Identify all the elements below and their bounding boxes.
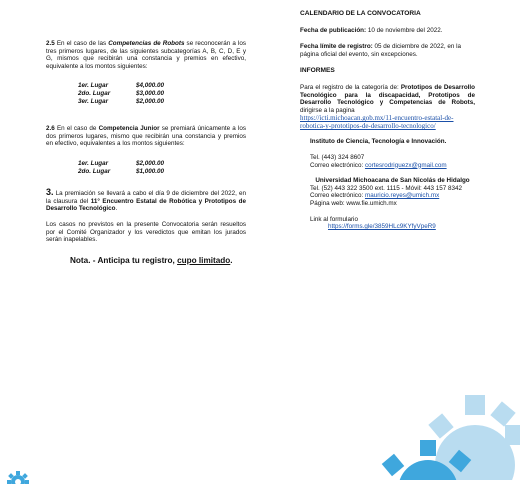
section-number: 2.6 xyxy=(46,125,55,133)
prize-place: 2do. Lugar xyxy=(78,89,111,97)
registration-deadline xyxy=(300,43,475,58)
prize-place: 1er. Lugar xyxy=(78,159,109,167)
email-line xyxy=(310,162,475,170)
gear-icon xyxy=(6,470,36,484)
phone: Tel. (443) 324 8607 xyxy=(310,153,365,161)
email-label: Correo electrónico: xyxy=(310,161,365,169)
emphasis-junior: Competencia Junior xyxy=(98,125,160,133)
email-label: Correo electrónico: xyxy=(310,192,365,200)
prize-amount: $3,000.00 xyxy=(136,89,165,97)
prize-place: 1er. Lugar xyxy=(78,82,109,90)
website: Página web: www.fie.umich.mx xyxy=(310,199,397,207)
value: 05 de diciembre de 2022, en la página oficial del evento, sin excepciones. xyxy=(300,43,462,58)
prize-amount: $4,000.00 xyxy=(136,82,165,90)
contact-icti xyxy=(310,138,475,169)
email-link[interactable]: mauricio.reyes@umich.mx xyxy=(364,192,440,200)
text: se premiará únicamente a los dos primeros lugares, mismo que recibirán una constancia y premios en efectivo, equivalentes a los montos siguientes: xyxy=(46,125,247,148)
junior-prize-list xyxy=(78,160,246,175)
institution-name: Instituto de Ciencia, Tecnología e Innovación. xyxy=(310,138,447,146)
prize-amount: $1,000.00 xyxy=(136,167,165,175)
prize-amount: $2,000.00 xyxy=(136,159,165,167)
emphasis-event: 11° Encuentro Estatal de Robótica y Prototipos de Desarrollo Tecnológico xyxy=(46,197,246,213)
value: 10 de noviembre del 2022. xyxy=(366,26,443,34)
emphasis-robots: Competencias de Robots xyxy=(108,40,185,47)
form-label: Link al formulario xyxy=(310,215,358,223)
label: Fecha de publicación: xyxy=(300,26,367,34)
section-number: 3. xyxy=(46,187,54,198)
gear-icon xyxy=(380,395,520,480)
informes-heading: INFORMES xyxy=(300,67,335,75)
calendar-heading: CALENDARIO DE LA CONVOCATORIA xyxy=(300,10,421,17)
note-text: . xyxy=(230,255,233,265)
text: En el caso de las xyxy=(54,40,109,47)
label: Fecha límite de registro: xyxy=(300,43,373,51)
prize-amount: $2,000.00 xyxy=(136,97,165,105)
right-column xyxy=(300,10,475,231)
left-column xyxy=(46,40,246,265)
text: dirigirse a la pagina xyxy=(300,106,355,114)
prize-place: 2do. Lugar xyxy=(78,167,111,175)
register-note xyxy=(70,256,240,266)
email-line xyxy=(310,192,475,200)
paragraph-2-5 xyxy=(46,40,246,70)
text: . xyxy=(115,205,118,213)
note-text: Nota. - Anticipa tu registro, xyxy=(70,255,178,265)
paragraph-2-6 xyxy=(46,125,246,148)
contact-umsnh xyxy=(310,177,475,207)
phone: Tel. (52) 443 322 3500 ext. 1115 - Móvil: 443 157 8342 xyxy=(310,184,463,192)
prize-row xyxy=(78,82,246,90)
paragraph-3 xyxy=(46,189,246,213)
registration-info xyxy=(300,84,475,114)
prize-row xyxy=(78,90,246,98)
text: se reconocerán a los tres primeros lugares, de las siguientes subcategorías A, B, C, D, E y G, mismos que recibirán una constancia y premios en efectivo, equivalente a los montos siguientes: xyxy=(46,40,246,70)
robots-prize-list xyxy=(78,82,246,105)
paragraph-unforeseen-cases: Los casos no previstos en la presente Convocatoria serán resueltos por el Comité Organizador y los veredictos que emitan los jurados serán inapelables. xyxy=(46,220,246,244)
form-url-link[interactable]: https://forms.gle/3859HLc9KYfyVpeR9 xyxy=(328,223,436,231)
email-link[interactable]: cortesrodriguezx@gmail.com xyxy=(364,161,447,169)
registration-url-link[interactable]: https://icti.michoacan.gob.mx/11-encuentro-estatal-de-robotica-y-prototipos-de-desarrollo-tecnologico/ xyxy=(300,114,454,131)
prize-row xyxy=(78,168,246,176)
institution-name: Universidad Michoacana de San Nicolás de Hidalgo xyxy=(315,177,470,185)
prize-place: 3er. Lugar xyxy=(78,97,109,105)
form-link-block xyxy=(310,216,475,231)
text: En el caso de xyxy=(54,125,99,133)
note-underlined: cupo limitado xyxy=(177,255,231,265)
text: Para el registro de la categoría de: xyxy=(300,83,401,91)
categories: Prototipos de Desarrollo Tecnológico para la discapacidad, Prototipos de Desarrollo Tecnológico y Competencias de Robots, xyxy=(300,83,476,107)
publication-date xyxy=(300,27,475,35)
text: La premiación se llevará a cabo el día 9 de diciembre del 2022, en la clausura del xyxy=(46,190,246,205)
prize-row xyxy=(78,98,246,106)
section-number: 2.5 xyxy=(46,40,55,47)
prize-row xyxy=(78,160,246,168)
